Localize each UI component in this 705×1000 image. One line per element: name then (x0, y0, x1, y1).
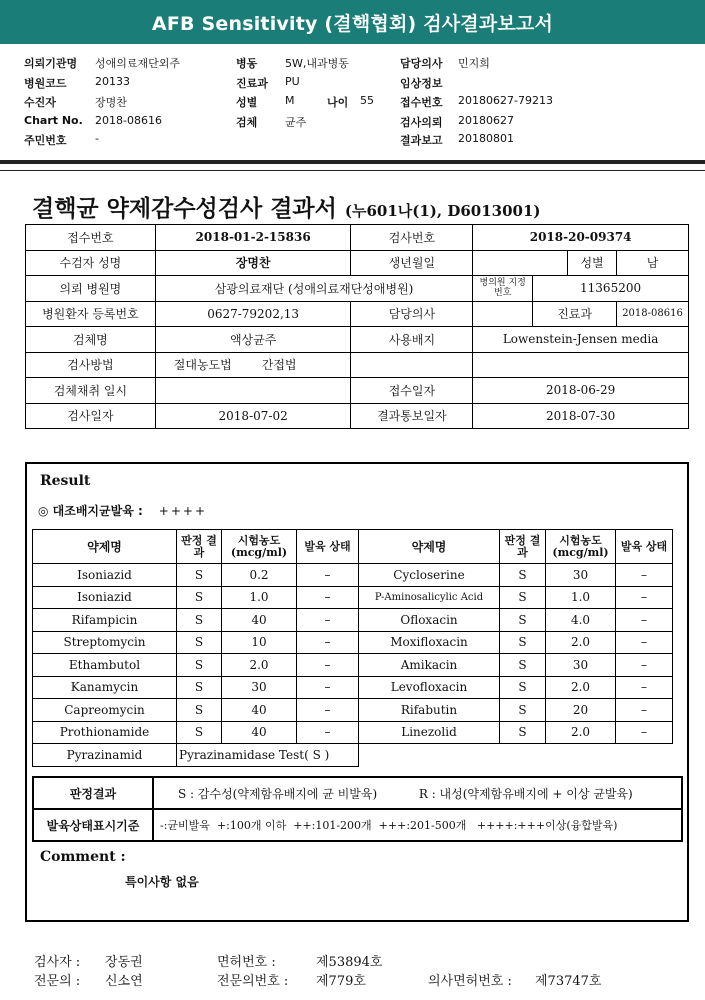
divider (0, 160, 705, 164)
patient-reg: 0627-79202,13 (155, 301, 351, 327)
drug-judge-cell: S (177, 699, 222, 722)
drug-growth-cell: – (616, 564, 673, 587)
header-field-value: PU (285, 75, 300, 88)
notify-label: 결과통보일자 (351, 403, 473, 429)
drug-drug-cell: Rifabutin (359, 699, 500, 722)
header-field-label: 진료과 (236, 77, 268, 90)
drug-drug-cell: P-Aminosalicylic Acid (359, 586, 500, 609)
header-field-label: 병동 (236, 57, 258, 70)
drug-judge-cell: S (500, 609, 546, 632)
drug-judge-cell: S (500, 699, 546, 722)
hospital-label: 의뢰 병원명 (26, 276, 156, 302)
report-main-title: 결핵균 약제감수성검사 결과서 (누601나(1), D6013001) (32, 195, 541, 222)
drug-growth-cell: – (297, 654, 359, 677)
header-field-label: 검사의뢰 (400, 116, 443, 129)
drug-growth-cell: – (297, 699, 359, 722)
drug-judge-cell: S (500, 654, 546, 677)
drug-row (33, 699, 673, 722)
drug-conc-cell: 10 (222, 631, 297, 654)
drug-row (33, 609, 673, 632)
growth-control-value: ++++ (158, 504, 207, 518)
drug-growth-cell: – (297, 586, 359, 609)
drug-judge-cell: S (177, 564, 222, 587)
header-field-value: 균주 (285, 116, 307, 129)
patient-label: 수검자 성명 (26, 250, 156, 276)
drug-drug-cell: Capreomycin (33, 699, 177, 722)
growth-control: ◎ 대조배지균발육 : ++++ (38, 504, 207, 518)
age-label: 나이 (327, 96, 349, 109)
received-label: 접수일자 (351, 378, 473, 404)
drug-growth-cell: – (616, 654, 673, 677)
patient-name: 장명찬 (155, 250, 351, 276)
report-title-bar (0, 0, 705, 44)
doc-license: 제73747호 (535, 974, 602, 989)
drug-drug-cell: Isoniazid (33, 586, 177, 609)
header-field-value: 20133 (95, 75, 130, 88)
header-field-value: 20180801 (458, 132, 514, 145)
patient-reg-label: 병원환자 등록번호 (26, 301, 156, 327)
drug-growth-cell: – (616, 586, 673, 609)
drug-conc-cell: 1.0 (222, 586, 297, 609)
method-label: 검사방법 (26, 352, 156, 378)
method-empty-2 (473, 352, 689, 378)
drug-judge-cell: S (500, 586, 546, 609)
doc-license-label: 의사면허번호 : (428, 974, 512, 989)
drug-judge-cell: S (177, 676, 222, 699)
dob-value (473, 250, 568, 276)
method-value: 절대농도법 간접법 (155, 352, 351, 378)
conc-header: 시험농도 (mcg/ml) (546, 530, 616, 564)
drug-row (33, 564, 673, 587)
growth-header: 발육 상태 (616, 530, 673, 564)
test-date-label: 검사일자 (26, 403, 156, 429)
header-field-value: 20180627 (458, 114, 514, 127)
drug-row (33, 631, 673, 654)
header-field-label: 병원코드 (24, 77, 67, 90)
header-field-label: 성별 (236, 96, 258, 109)
examiner-name: 장동권 (105, 955, 143, 970)
dob-label: 생년월일 (351, 250, 473, 276)
drug-conc-cell: 30 (546, 654, 616, 677)
drug-drug-cell: Rifampicin (33, 609, 177, 632)
header-field-value: M (285, 94, 295, 107)
drug-conc-cell: 2.0 (546, 631, 616, 654)
drug-growth-cell: – (297, 721, 359, 744)
header-field-label: Chart No. (24, 114, 83, 127)
collect-value (155, 378, 351, 404)
exam-no-label: 검사번호 (351, 225, 473, 251)
drug-growth-cell: – (297, 631, 359, 654)
judge-header: 판정 결과 (500, 530, 546, 564)
header-field-label: 주민번호 (24, 134, 67, 147)
spec-no: 제779호 (316, 974, 366, 989)
age-value: 55 (360, 94, 374, 107)
drug-judge-cell: S (500, 564, 546, 587)
drug-row (33, 721, 673, 744)
drug-growth-cell: – (297, 564, 359, 587)
drug-judge-cell: S (500, 631, 546, 654)
header-field-label: 수진자 (24, 96, 56, 109)
judge-legend-s: S : 감수성(약제함유배지에 균 비발육) (178, 786, 378, 801)
sex-value: 남 (617, 250, 689, 276)
conc-header: 시험농도 (mcg/ml) (222, 530, 297, 564)
drug-header: 약제명 (33, 530, 177, 564)
drug-conc-cell: 2.0 (222, 654, 297, 677)
drug-row (33, 586, 673, 609)
pza-drug: Pyrazinamid (33, 744, 177, 767)
media-value: Lowenstein-Jensen media (473, 327, 689, 353)
drug-conc-cell: 40 (222, 721, 297, 744)
pza-row (33, 744, 673, 767)
drug-drug-cell: Prothionamide (33, 721, 177, 744)
doctor-value (473, 301, 533, 327)
header-field-value: 장명찬 (95, 96, 127, 109)
drug-conc-cell: 40 (222, 699, 297, 722)
header-field-label: 접수번호 (400, 96, 443, 109)
report-title-code: (누601나(1), D6013001) (344, 202, 541, 220)
test-date-value: 2018-07-02 (155, 403, 351, 429)
drug-conc-cell: 2.0 (546, 721, 616, 744)
drug-drug-cell: Levofloxacin (359, 676, 500, 699)
info-table (25, 224, 689, 429)
growth-header: 발육 상태 (297, 530, 359, 564)
notify-value: 2018-07-30 (473, 403, 689, 429)
judge-legend-label: 판정결과 (33, 777, 153, 809)
drug-conc-cell: 40 (222, 609, 297, 632)
pza-test: Pyrazinamidase Test( S ) (177, 744, 359, 767)
collect-label: 검체채취 일시 (26, 378, 156, 404)
sex-label: 성별 (568, 250, 617, 276)
specimen-label: 검체명 (26, 327, 156, 353)
receipt-no: 2018-01-2-15836 (155, 225, 351, 251)
divider (0, 170, 705, 171)
judge-legend (153, 777, 682, 809)
drug-growth-cell: – (616, 609, 673, 632)
header-field-label: 임상정보 (400, 77, 443, 90)
drug-conc-cell: 1.0 (546, 586, 616, 609)
drug-drug-cell: Ethambutol (33, 654, 177, 677)
specialist-label: 전문의 : (34, 974, 81, 989)
header-field-value: 성애의료재단외주 (95, 57, 181, 70)
drug-drug-cell: Moxifloxacin (359, 631, 500, 654)
drug-conc-cell: 30 (546, 564, 616, 587)
received-value: 2018-06-29 (473, 378, 689, 404)
legend-table (32, 776, 683, 842)
growth-legend-label: 발육상태표시기준 (33, 809, 153, 841)
drug-conc-cell: 30 (222, 676, 297, 699)
drug-conc-cell: 2.0 (546, 676, 616, 699)
drug-table (32, 529, 673, 767)
hospital-code: 11365200 (533, 276, 689, 302)
drug-conc-cell: 4.0 (546, 609, 616, 632)
drug-growth-cell: – (616, 631, 673, 654)
drug-header: 약제명 (359, 530, 500, 564)
license-label: 면허번호 : (217, 955, 276, 970)
drug-judge-cell: S (500, 676, 546, 699)
report-title: AFB Sensitivity (결핵협회) 검사결과보고서 (151, 12, 554, 35)
hospital-name: 삼광의료재단 (성애의료재단성애병원) (155, 276, 473, 302)
drug-judge-cell: S (500, 721, 546, 744)
drug-judge-cell: S (177, 609, 222, 632)
drug-conc-cell: 20 (546, 699, 616, 722)
doctor-label: 담당의사 (351, 301, 473, 327)
specimen-value: 액상균주 (155, 327, 351, 353)
header-field-label: 의뢰기관명 (24, 57, 78, 70)
judge-header: 판정 결과 (177, 530, 222, 564)
license-no: 제53894호 (316, 955, 383, 970)
examiner-label: 검사자 : (34, 955, 81, 970)
judge-legend-r: R : 내성(약제함유배지에 + 이상 균발육) (418, 786, 633, 801)
spec-no-label: 전문의번호 : (217, 974, 289, 989)
comment-text: 특이사항 없음 (125, 875, 199, 889)
drug-drug-cell: Ofloxacin (359, 609, 500, 632)
header-field-value: 20180627-79213 (458, 94, 553, 107)
drug-row (33, 676, 673, 699)
receipt-no-label: 접수번호 (26, 225, 156, 251)
header-field-label: 검체 (236, 116, 258, 129)
drug-growth-cell: – (616, 721, 673, 744)
result-label: Result (40, 473, 91, 489)
drug-judge-cell: S (177, 721, 222, 744)
drug-conc-cell: 0.2 (222, 564, 297, 587)
method-empty (351, 352, 473, 378)
growth-legend: -:균비발육 +:100개 이하 ++:101-200개 +++:201-500개 ++++:+++이상(융합발육) (153, 809, 682, 841)
hospital-code-label: 병의원 지정번호 (473, 276, 533, 302)
drug-drug-cell: Cycloserine (359, 564, 500, 587)
drug-growth-cell: – (616, 699, 673, 722)
specialist-name: 신소연 (105, 974, 143, 989)
exam-no: 2018-20-09374 (473, 225, 689, 251)
drug-drug-cell: Linezolid (359, 721, 500, 744)
drug-growth-cell: – (616, 676, 673, 699)
header-field-value: 2018-08616 (95, 114, 162, 127)
dept-value: 2018-08616 (617, 301, 689, 327)
comment-label: Comment : (40, 849, 126, 865)
header-field-label: 결과보고 (400, 134, 443, 147)
drug-judge-cell: S (177, 586, 222, 609)
pza-empty (359, 744, 673, 767)
media-label: 사용배지 (351, 327, 473, 353)
drug-growth-cell: – (297, 676, 359, 699)
header-field-value: 5W,내과병동 (285, 57, 349, 70)
drug-drug-cell: Kanamycin (33, 676, 177, 699)
drug-growth-cell: – (297, 609, 359, 632)
drug-drug-cell: Amikacin (359, 654, 500, 677)
drug-judge-cell: S (177, 631, 222, 654)
header-field-label: 담당의사 (400, 57, 443, 70)
drug-judge-cell: S (177, 654, 222, 677)
drug-drug-cell: Isoniazid (33, 564, 177, 587)
header-field-value: - (95, 132, 99, 145)
dept-label: 진료과 (533, 301, 617, 327)
drug-row (33, 654, 673, 677)
drug-drug-cell: Streptomycin (33, 631, 177, 654)
header-field-value: 민지희 (458, 57, 490, 70)
